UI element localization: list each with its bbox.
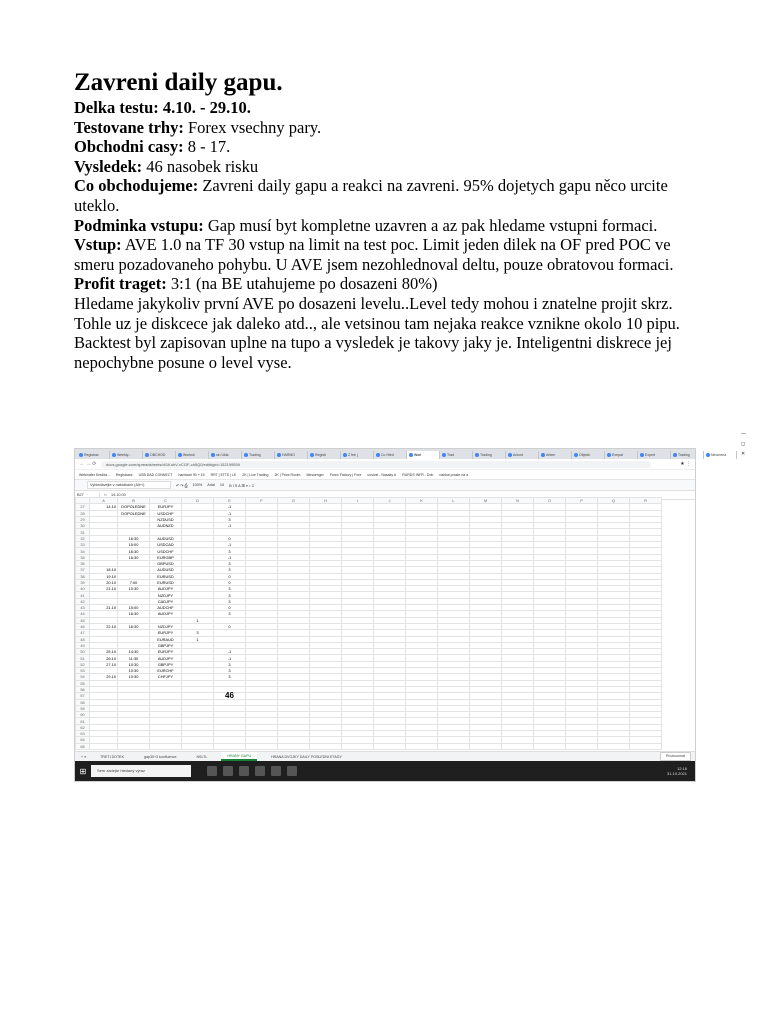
bookmark-item[interactable]: nakkut proste na a	[439, 472, 469, 477]
browser-tab[interactable]	[671, 451, 704, 459]
browser-tab-label: Trading	[249, 453, 261, 457]
row-number[interactable]: 51	[76, 655, 90, 661]
cell[interactable]: 3	[214, 586, 246, 592]
column-header[interactable]: A	[90, 498, 118, 504]
column-header[interactable]: C	[150, 498, 182, 504]
row-number[interactable]: 42	[76, 598, 90, 604]
cell[interactable]: USDCHF	[150, 510, 182, 516]
row-number[interactable]: 47	[76, 630, 90, 636]
formula-value[interactable]: 14.10.00	[110, 493, 126, 497]
sheet-tab[interactable]: TRETI DOTEK	[100, 754, 124, 759]
taskbar-clock[interactable]	[667, 766, 695, 776]
entry-value: AVE 1.0 na TF 30 vstup na limit na test poc. Limit jeden dilek na OF pred POC ve smeru pozadovaneho pohybu. U AVE jsem nezohlednoval deltu, pouze obratovou formaci.	[74, 235, 674, 274]
tab-favicon-icon	[574, 453, 578, 457]
cell[interactable]: 19.10	[90, 573, 118, 579]
column-header[interactable]: M	[470, 498, 502, 504]
cell[interactable]: AUDJPY	[150, 611, 182, 617]
cell[interactable]: 10:30	[118, 661, 150, 667]
bookmark-item[interactable]: 2K | Live Trading	[242, 472, 269, 477]
row-number[interactable]: 43	[76, 605, 90, 611]
row-number[interactable]: 57	[76, 693, 90, 699]
font-select[interactable]: Arial	[207, 483, 215, 487]
cell[interactable]: 20.10	[90, 579, 118, 585]
cell[interactable]: 16:30	[118, 535, 150, 541]
sheets-toolbar	[75, 480, 695, 491]
cell[interactable]: GBPJPY	[150, 642, 182, 648]
app-icon[interactable]	[287, 766, 297, 776]
cell[interactable]: 26.10	[90, 655, 118, 661]
tab-favicon-icon	[673, 453, 677, 457]
cell[interactable]: 46	[214, 693, 246, 699]
paragraph-level: Hledame jakykoliv první AVE po dosazeni levelu..Level tedy mohou i znatelne projit skrz. Tohle uz je diskcece jak daleko atd.., ale vetsinou tam nejaka reakce vznikne okolo 10 pipu.	[74, 293, 680, 333]
cell[interactable]: 3	[214, 560, 246, 566]
menu-search-input[interactable]: Vyhledávejte v nabídkách (Alt+/)	[87, 481, 171, 489]
cell[interactable]: 1	[182, 617, 214, 623]
sheet-tab[interactable]: HRANY GAPU	[221, 752, 257, 761]
cell[interactable]: EURCHF	[150, 668, 182, 674]
cell[interactable]: 3	[214, 567, 246, 573]
cell[interactable]: 10:30	[118, 674, 150, 680]
task-view-icon[interactable]	[207, 766, 217, 776]
column-header[interactable]: H	[310, 498, 342, 504]
column-header[interactable]: P	[566, 498, 598, 504]
cell[interactable]	[630, 743, 662, 749]
browser-tab-label: sin Ukla	[216, 453, 229, 457]
cell[interactable]: -1	[214, 655, 246, 661]
sheet-tab[interactable]: gap30+3 konfluence	[143, 754, 177, 759]
windows-taskbar	[75, 761, 695, 781]
row-number[interactable]: 54	[76, 674, 90, 680]
cell[interactable]	[502, 743, 534, 749]
cell[interactable]: 0	[214, 535, 246, 541]
cell-reference[interactable]: B27	[75, 493, 100, 497]
taskbar-search-input[interactable]: Sem zadejte hledaný výraz	[91, 765, 191, 777]
browser-tab-label: Ankort	[513, 453, 524, 457]
row-number[interactable]: 62	[76, 724, 90, 730]
cell[interactable]	[534, 743, 566, 749]
browser-tab-label: Trading	[480, 453, 492, 457]
browser-tab[interactable]	[110, 451, 143, 459]
spreadsheet-grid[interactable]	[75, 497, 695, 751]
browser-tab[interactable]	[572, 451, 605, 459]
cell[interactable]	[342, 743, 374, 749]
cell[interactable]: AUDJPY	[150, 586, 182, 592]
tab-favicon-icon	[475, 453, 479, 457]
cell[interactable]: NZDJPY	[150, 623, 182, 629]
column-header[interactable]: F	[246, 498, 278, 504]
row-number[interactable]: 28	[76, 510, 90, 516]
browser-tab-label: Z fee j	[348, 453, 358, 457]
column-header[interactable]: L	[438, 498, 470, 504]
bookmark-item[interactable]: Forex Factory | Fore	[329, 472, 362, 477]
cell[interactable]	[470, 743, 502, 749]
cell[interactable]: 3	[182, 630, 214, 636]
cell[interactable]: EURUSD	[150, 579, 182, 585]
profit-target-label: Profit traget:	[74, 274, 167, 294]
nav-arrows-icon[interactable]: ← → ⟳	[79, 461, 97, 467]
browser-tab[interactable]	[176, 451, 209, 459]
browser-tab-label: Worksh	[183, 453, 195, 457]
entry	[74, 235, 694, 274]
cell[interactable]: CHFJPY	[150, 674, 182, 680]
browser-tab-label: Trad	[447, 453, 455, 457]
browser-tab[interactable]	[209, 451, 242, 459]
cell[interactable]: 14.10	[90, 504, 118, 510]
cell[interactable]: 3	[214, 674, 246, 680]
browser-tab-label: OBCHOD	[150, 453, 166, 457]
browser-tab[interactable]	[374, 451, 407, 459]
cell[interactable]: 10:30	[118, 586, 150, 592]
browser-tab-strip	[75, 431, 746, 459]
cell[interactable]	[566, 743, 598, 749]
url-field[interactable]: docs.google.com/spreadsheets/d/1KuhV-xCGF-ch5Q0/edit#gid=152199559	[101, 461, 651, 468]
row-number[interactable]: 31	[76, 529, 90, 535]
browser-tab-label: Co Hled	[381, 453, 394, 457]
cell[interactable]	[182, 743, 214, 749]
row-number[interactable]: 29	[76, 516, 90, 522]
window-controls[interactable]: — ◻ ✕	[741, 431, 746, 457]
clock-date: 31.10.2021	[666, 771, 687, 776]
row-number[interactable]: 55	[76, 680, 90, 686]
bookmark-item[interactable]: RRT | 5TTS | LK	[210, 472, 237, 477]
browser-tab[interactable]	[506, 451, 539, 459]
cell[interactable]: EURGBP	[150, 554, 182, 560]
app-icon[interactable]	[239, 766, 249, 776]
cell[interactable]	[246, 743, 278, 749]
entry-condition	[74, 216, 694, 236]
cell[interactable]: 15:00	[118, 542, 150, 548]
row-number[interactable]: 38	[76, 573, 90, 579]
cell[interactable]: -1	[214, 504, 246, 510]
cell[interactable]: NZDJPY	[150, 592, 182, 598]
browser-tab-label: Expert	[645, 453, 656, 457]
cell[interactable]: EURJPY	[150, 649, 182, 655]
cell[interactable]: 16:30	[118, 548, 150, 554]
cell[interactable]: -1	[214, 523, 246, 529]
cell[interactable]	[90, 743, 118, 749]
bookmarks-bar	[75, 470, 695, 480]
column-header[interactable]: R	[630, 498, 662, 504]
tab-favicon-icon	[112, 453, 116, 457]
column-header[interactable]: K	[406, 498, 438, 504]
tab-favicon-icon	[376, 453, 380, 457]
browser-tab[interactable]	[341, 451, 374, 459]
row-number[interactable]: 64	[76, 737, 90, 743]
sheet-tab[interactable]: HRANA DVOJKY DAILY POSLEDNI ETAGY	[271, 754, 342, 759]
browser-tab[interactable]	[605, 451, 638, 459]
cell[interactable]: 21.10	[90, 605, 118, 611]
windows-start-icon[interactable]: ⊞	[79, 766, 87, 776]
cell[interactable]: AUDUSD	[150, 535, 182, 541]
bookmark-item[interactable]: Webinafer Kredita...	[79, 472, 110, 477]
cell[interactable]: 29.10	[90, 674, 118, 680]
row-number[interactable]: 53	[76, 668, 90, 674]
browser-tab[interactable]	[440, 451, 473, 459]
cell[interactable]: 0	[214, 579, 246, 585]
document-title: Zavreni daily gapu.	[74, 69, 283, 96]
row-number[interactable]: 59	[76, 705, 90, 711]
document-body	[74, 68, 694, 372]
column-header[interactable]: E	[214, 498, 246, 504]
result	[74, 157, 694, 177]
cell[interactable]: 3	[214, 548, 246, 554]
cell[interactable]: 11:30	[118, 655, 150, 661]
bookmark-item[interactable]: Registrace	[115, 472, 133, 477]
row-number[interactable]: 40	[76, 586, 90, 592]
column-header[interactable]: O	[534, 498, 566, 504]
format-icons[interactable]: B I S A ⊞ ≡ ↕ Σ	[229, 483, 255, 488]
tested-markets-label: Testovane trhy:	[74, 117, 184, 137]
browser-tab-label: Trading	[678, 453, 690, 457]
cell[interactable]: 3	[214, 598, 246, 604]
bookmark-item[interactable]: USB DAD CONNECT	[138, 472, 173, 477]
cell[interactable]: 3	[214, 516, 246, 522]
cell[interactable]: 14:30	[118, 649, 150, 655]
column-header[interactable]: J	[374, 498, 406, 504]
sheet-tabs	[75, 751, 695, 761]
cell[interactable]: EURUSD	[150, 573, 182, 579]
row-number[interactable]: 48	[76, 636, 90, 642]
cell[interactable]: 3	[214, 611, 246, 617]
browser-tab-label: Worl	[414, 453, 422, 457]
table-row	[76, 743, 662, 749]
row-number[interactable]: 50	[76, 649, 90, 655]
browser-tab-label: HARMO	[282, 453, 296, 457]
paragraph-backtest: Backtest byl zapisovan uplne na tupo a vysledek je takovy jaky je. Inteligentni diskrece jej nepochybne posune o level vyse.	[74, 333, 672, 372]
row-number[interactable]: 60	[76, 712, 90, 718]
column-header[interactable]: G	[278, 498, 310, 504]
cell[interactable]: 15:00	[118, 605, 150, 611]
cell[interactable]: CADJPY	[150, 598, 182, 604]
cell[interactable]: 1	[182, 636, 214, 642]
cell[interactable]: 16:30	[118, 554, 150, 560]
undo-icon[interactable]: ↶ ↷ ⎙	[176, 483, 188, 488]
row-number[interactable]: 41	[76, 592, 90, 598]
row-number[interactable]: 46	[76, 623, 90, 629]
tab-favicon-icon	[706, 453, 710, 457]
tab-favicon-icon	[508, 453, 512, 457]
browser-tab-label: Objedn	[579, 453, 591, 457]
browser-tab[interactable]	[77, 451, 110, 459]
tab-favicon-icon	[541, 453, 545, 457]
sheet-tab[interactable]: NSLTL	[196, 754, 208, 759]
cell[interactable]: AUDJPY	[150, 655, 182, 661]
cell[interactable]: NZDUSD	[150, 516, 182, 522]
sheet-table[interactable]	[75, 497, 662, 750]
profit-target-value: 3:1 (na BE utahujeme po dosazeni 80%)	[166, 274, 438, 294]
browser-tab[interactable]	[704, 451, 737, 459]
cell[interactable]: 25.10	[90, 649, 118, 655]
browser-tab[interactable]	[143, 451, 176, 459]
cell[interactable]	[278, 743, 310, 749]
cell[interactable]	[374, 743, 406, 749]
browser-tab[interactable]	[407, 451, 440, 459]
tested-markets-value: Forex vsechny pary.	[183, 117, 322, 137]
bookmark-item[interactable]: Messenger	[306, 472, 324, 477]
cell[interactable]: 0	[214, 623, 246, 629]
bookmark-item[interactable]: hardwair 90 + 15	[178, 472, 205, 477]
cell[interactable]: 16:30	[118, 611, 150, 617]
browser-tab[interactable]	[539, 451, 572, 459]
cell[interactable]: 18.10	[90, 567, 118, 573]
test-duration	[74, 98, 694, 118]
tab-favicon-icon	[442, 453, 446, 457]
tab-favicon-icon	[343, 453, 347, 457]
cell[interactable]: 0	[214, 605, 246, 611]
cell[interactable]: -1	[214, 542, 246, 548]
test-duration-text: Delka testu: 4.10. - 29.10.	[74, 98, 251, 117]
cell[interactable]: 21.10	[90, 586, 118, 592]
cell[interactable]	[118, 743, 150, 749]
cell[interactable]: USDCHF	[150, 548, 182, 554]
browser-tab-label: Artem	[546, 453, 556, 457]
row-number[interactable]: 45	[76, 617, 90, 623]
browser-tab-label: Registr	[315, 453, 327, 457]
tab-favicon-icon	[277, 453, 281, 457]
bookmark-item[interactable]: RURDS INFR - Dob	[402, 472, 434, 477]
row-number[interactable]: 30	[76, 523, 90, 529]
cell[interactable]: 16:30	[118, 623, 150, 629]
cell[interactable]: EURAUD	[150, 636, 182, 642]
cell[interactable]: 22.10	[90, 623, 118, 629]
row-number[interactable]: 49	[76, 642, 90, 648]
cell[interactable]: 10:30	[118, 668, 150, 674]
cell[interactable]: GBPJPY	[150, 661, 182, 667]
embedded-screenshot	[74, 431, 746, 782]
tab-favicon-icon	[310, 453, 314, 457]
browser-tab[interactable]	[473, 451, 506, 459]
cell[interactable]: DOPOLEDNE	[118, 510, 150, 516]
fx-icon: fx	[104, 493, 107, 497]
what-we-trade-label: Co obchodujeme:	[74, 176, 199, 196]
clock-time: 12:16	[676, 766, 687, 771]
browser-tab-label: Neomena	[711, 453, 727, 457]
explorer-icon[interactable]	[223, 766, 233, 776]
row-number[interactable]: 44	[76, 611, 90, 617]
tab-favicon-icon	[178, 453, 182, 457]
column-header[interactable]: Q	[598, 498, 630, 504]
address-bar-row	[75, 459, 695, 470]
explore-button[interactable]: Prozkoumat	[660, 752, 691, 761]
entry-condition-value: Gap musí byt kompletne uzavren a az pak hledame vstupni formaci.	[203, 215, 658, 235]
column-header[interactable]: I	[342, 498, 374, 504]
column-header[interactable]: D	[182, 498, 214, 504]
cell[interactable]: 27.10	[90, 661, 118, 667]
extensions-icon[interactable]: ★ ⋮	[680, 461, 691, 467]
cell[interactable]: AUDCHF	[150, 605, 182, 611]
row-number[interactable]: 63	[76, 730, 90, 736]
chrome-icon[interactable]	[271, 766, 281, 776]
browser-tab[interactable]	[275, 451, 308, 459]
cell[interactable]	[438, 743, 470, 749]
cell[interactable]: USDCAD	[150, 542, 182, 548]
zoom-select[interactable]: 100%	[192, 483, 203, 487]
trading-hours-label: Obchodni casy:	[74, 137, 184, 157]
cell[interactable]	[598, 743, 630, 749]
row-number[interactable]: 61	[76, 718, 90, 724]
app-icon[interactable]	[255, 766, 265, 776]
column-header[interactable]: B	[118, 498, 150, 504]
cell[interactable]	[214, 743, 246, 749]
row-number[interactable]: 37	[76, 567, 90, 573]
row-number[interactable]: 35	[76, 554, 90, 560]
tab-favicon-icon	[244, 453, 248, 457]
cell[interactable]: 3	[214, 661, 246, 667]
bookmark-item[interactable]: uuvivel - Nasaky A	[367, 472, 397, 477]
tab-favicon-icon	[79, 453, 83, 457]
row-number[interactable]: 34	[76, 548, 90, 554]
tab-favicon-icon	[640, 453, 644, 457]
browser-tab-label: Weekly...	[117, 453, 132, 457]
bookmark-item[interactable]: 2K | Price Roxim	[274, 472, 301, 477]
browser-tab[interactable]	[242, 451, 275, 459]
tested-markets	[74, 118, 694, 138]
cell[interactable]: GBPUSD	[150, 560, 182, 566]
trading-hours-value: 8 - 17.	[183, 137, 231, 157]
cell[interactable]: 0	[214, 573, 246, 579]
row-number[interactable]: 65	[76, 743, 90, 749]
tab-favicon-icon	[211, 453, 215, 457]
row-number[interactable]: 33	[76, 542, 90, 548]
browser-tab-label: Exepat	[612, 453, 623, 457]
row-number[interactable]: 36	[76, 560, 90, 566]
result-value: 46 nasobek risku	[142, 156, 259, 176]
tab-favicon-icon	[409, 453, 413, 457]
cell[interactable]: 7:00	[118, 579, 150, 585]
font-size-select[interactable]: 10	[219, 483, 225, 487]
cell[interactable]	[310, 743, 342, 749]
cell[interactable]: -1	[214, 510, 246, 516]
what-we-trade-value: Zavreni daily gapu a reakci na zavreni. 95% dojetych gapu něco urcite uteklo.	[74, 176, 668, 215]
cell[interactable]	[406, 743, 438, 749]
trading-hours	[74, 137, 694, 157]
browser-tab-label: Registrac	[84, 453, 99, 457]
taskbar-apps	[207, 766, 297, 776]
row-number[interactable]: 32	[76, 535, 90, 541]
add-sheet-icon[interactable]: + ≡	[81, 754, 87, 759]
what-we-trade	[74, 176, 694, 215]
browser-tab[interactable]	[308, 451, 341, 459]
cell[interactable]: AUDNZD	[150, 523, 182, 529]
browser-tab[interactable]	[638, 451, 671, 459]
row-number[interactable]: 56	[76, 686, 90, 692]
row-number[interactable]: 58	[76, 699, 90, 705]
cell[interactable]: 3	[214, 592, 246, 598]
tab-favicon-icon	[145, 453, 149, 457]
row-number[interactable]: 27	[76, 504, 90, 510]
cell[interactable]: -1	[214, 649, 246, 655]
cell[interactable]: 3	[214, 668, 246, 674]
row-number[interactable]: 39	[76, 579, 90, 585]
column-header[interactable]: N	[502, 498, 534, 504]
profit-target	[74, 274, 694, 294]
entry-label: Vstup:	[74, 235, 122, 255]
cell[interactable]: EURJPY	[150, 630, 182, 636]
cell[interactable]: EURJPY	[150, 504, 182, 510]
cell[interactable]	[150, 743, 182, 749]
entry-condition-label: Podminka vstupu:	[74, 215, 204, 235]
row-number[interactable]: 52	[76, 661, 90, 667]
cell[interactable]: DOPOLEDNE	[118, 504, 150, 510]
result-label: Vysledek:	[74, 156, 143, 176]
tab-favicon-icon	[607, 453, 611, 457]
cell[interactable]: -1	[214, 554, 246, 560]
cell[interactable]: AUDUSD	[150, 567, 182, 573]
